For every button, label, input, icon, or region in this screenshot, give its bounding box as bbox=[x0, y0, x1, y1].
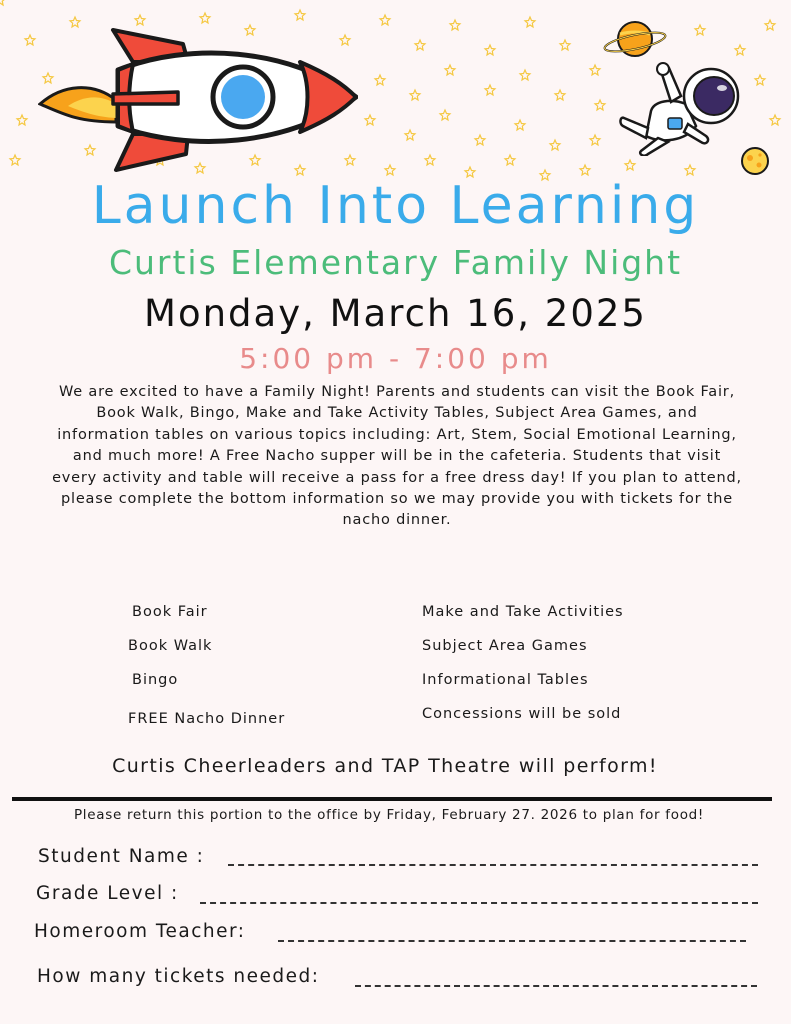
activity-item: Book Fair bbox=[132, 604, 208, 620]
tickets-needed-field[interactable] bbox=[355, 985, 757, 987]
moon-icon bbox=[740, 146, 770, 176]
performance-note: Curtis Cheerleaders and TAP Theatre will perform! bbox=[112, 755, 658, 777]
event-time: 5:00 pm - 7:00 pm bbox=[239, 342, 552, 375]
activity-item: Make and Take Activities bbox=[422, 604, 624, 620]
activity-item: FREE Nacho Dinner bbox=[128, 711, 286, 727]
activity-item: Bingo bbox=[132, 672, 179, 688]
activity-item: Concessions will be sold bbox=[422, 706, 622, 722]
activity-item: Informational Tables bbox=[422, 672, 589, 688]
homeroom-teacher-field[interactable] bbox=[278, 940, 746, 942]
student-name-label: Student Name : bbox=[38, 846, 205, 867]
homeroom-teacher-label: Homeroom Teacher: bbox=[34, 921, 246, 942]
event-subtitle: Curtis Elementary Family Night bbox=[108, 243, 683, 282]
event-date: Monday, March 16, 2025 bbox=[144, 292, 647, 335]
event-description: We are excited to have a Family Night! Parents and students can visit the Book Fair, Book Walk, Bingo, Make and Take Activity Tables, Subject Area Games, and information tables on various topics including: Art, Stem, Social Emotional Learning, and much more! A Free Nacho supper will be in the cafeteria. Students that visit every activity and table will receive a pass for a free dress day! If you plan to attend, please complete the bottom information so we may provide you with tickets for the nacho dinner. bbox=[52, 384, 742, 529]
activity-item: Subject Area Games bbox=[422, 638, 588, 654]
student-name-field[interactable] bbox=[228, 864, 758, 866]
grade-level-field[interactable] bbox=[200, 902, 758, 904]
cut-line-divider bbox=[12, 797, 772, 801]
rocket-icon bbox=[38, 22, 358, 177]
tickets-needed-label: How many tickets needed: bbox=[37, 966, 320, 987]
grade-level-label: Grade Level : bbox=[36, 883, 179, 904]
page-title: Launch Into Learning bbox=[91, 176, 700, 236]
activity-item: Book Walk bbox=[128, 638, 213, 654]
astronaut-icon bbox=[616, 56, 746, 156]
return-instructions: Please return this portion to the office by Friday, February 27. 2026 to plan for food! bbox=[73, 807, 705, 823]
